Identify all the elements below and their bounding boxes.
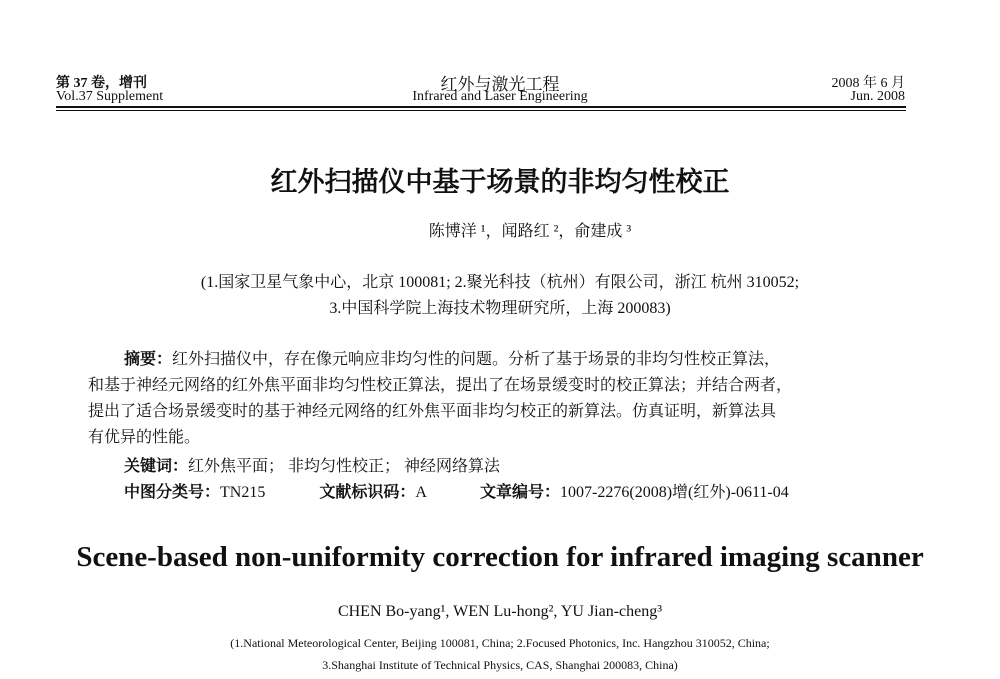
header-rule-thick [56,106,906,108]
cn-date: 2008 年 6 月 [831,76,905,91]
clc-value: TN215 [220,484,266,501]
cn-volume: 第 37 卷，增刊 [56,76,147,91]
abstract-line-2: 和基于神经元网络的红外焦平面非均匀性校正算法，提出了在场景缓变时的校正算法；并结合两者， [88,377,793,394]
abstract-line-4: 有优异的性能。 [88,429,201,446]
cn-journal-name: 红外与激光工程 [440,75,560,94]
cn-affiliation-line1: (1.国家卫星气象中心，北京 100081; 2.聚光科技（杭州）有限公司，浙江 杭州 310052; [200,274,800,291]
abstract-label: 摘要： [124,349,173,368]
abstract-line-3: 提出了适合场景缓变时的基于神经元网络的红外焦平面非均匀校正的新算法。仿真证明，新算法具 [88,403,777,420]
en-volume: Vol.37 Supplement [56,89,164,104]
abstract-line-1: 摘要：红外扫描仪中，存在像元响应非均匀性的问题。分析了基于场景的非均匀性校正算法， [124,349,781,368]
header-rule-thin [56,110,906,111]
en-affiliation-line2: 3.Shanghai Institute of Technical Physics, CAS, Shanghai 200083, China) [322,658,678,672]
en-journal-name: Infrared and Laser Engineering [412,89,588,104]
article-number-label: 文章编号： [480,482,561,501]
cn-abstract [88,346,900,451]
keywords-text: 红外焦平面； 非均匀性校正； 神经网络算法 [188,458,501,475]
en-affiliation-line1: (1.National Meteorological Center, Beijing 100081, China; 2.Focused Photonics, Inc. Hangzhou 310052, China; [230,636,770,650]
cn-classification [88,479,900,506]
cn-authors: 陈博洋 ¹，闻路红 ²，俞建成 ³ [428,223,632,240]
doc-code-value: A [415,484,427,501]
en-authors: CHEN Bo-yang¹, WEN Lu-hong², YU Jian-cheng³ [337,603,663,620]
journal-header [0,0,1000,120]
keywords-label: 关键词： [124,456,189,475]
en-date: Jun. 2008 [850,89,905,104]
clc-label: 中图分类号： [124,482,221,501]
cn-keywords [88,453,900,480]
en-title: Scene-based non-uniformity correction for infrared imaging scanner [76,541,924,573]
cn-affiliation-line2: 3.中国科学院上海技术物理研究所，上海 200083) [329,300,671,317]
cn-title: 红外扫描仪中基于场景的非均匀性校正 [270,167,730,198]
doc-code-label: 文献标识码： [319,482,416,501]
article-number-value: 1007-2276(2008)增(红外)-0611-04 [560,484,789,501]
